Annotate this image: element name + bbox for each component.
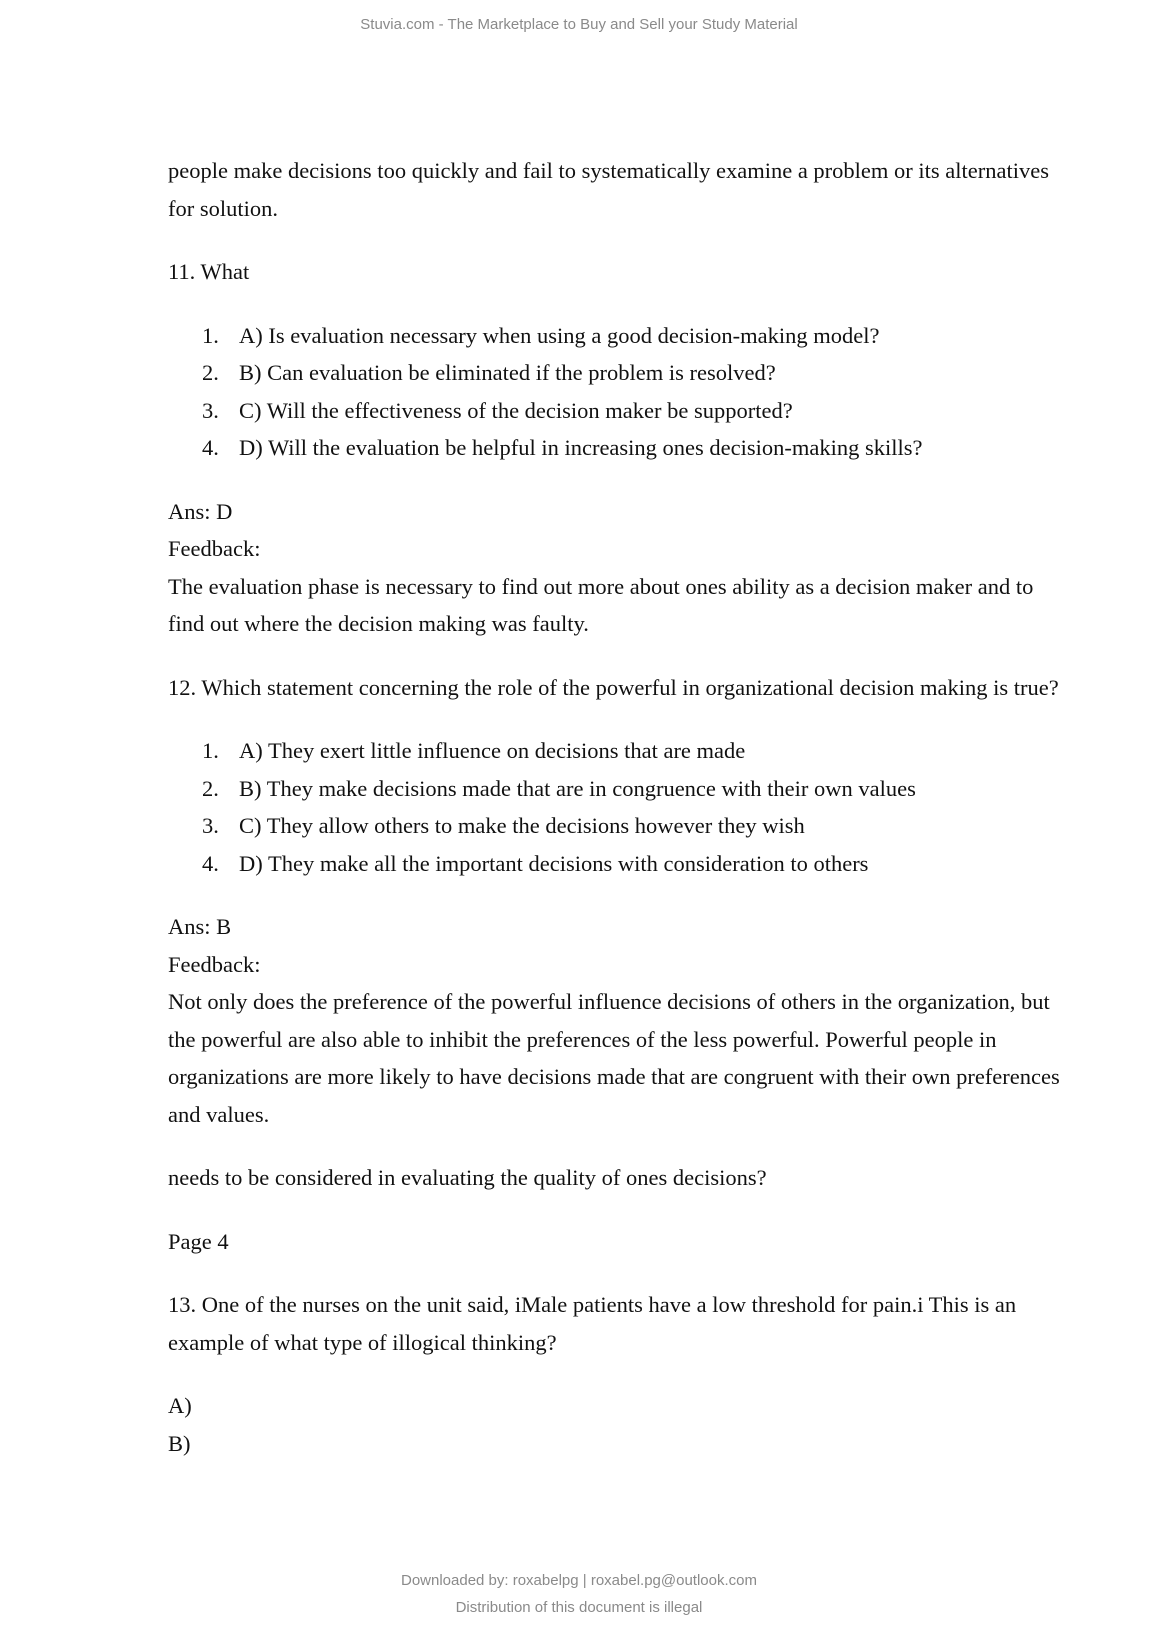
q12-title: 12. Which statement concerning the role of the powerful in organizational decision making is true? — [168, 674, 1059, 700]
q12-feedback-label: Feedback: — [168, 951, 261, 977]
page-header: Stuvia.com - The Marketplace to Buy and Sell your Study Material — [360, 16, 798, 33]
option-number: 4. — [202, 850, 219, 876]
q11-feedback: The evaluation phase is necessary to find out more about ones ability as a decision maker and to find out where the decision making was faulty. — [168, 573, 1034, 636]
footer-distribution: Distribution of this document is illegal — [455, 1599, 703, 1616]
option-text: D) They make all the important decisions with consideration to others — [239, 850, 869, 876]
q12-option — [168, 732, 1068, 770]
q11-option — [168, 429, 1068, 467]
footer-downloaded: Downloaded by: roxabelpg | roxabel.pg@outlook.com — [400, 1572, 757, 1589]
option-number: 1. — [202, 322, 219, 348]
q12-options — [168, 732, 1068, 882]
q11-option — [168, 317, 1068, 355]
q12-answer: Ans: B — [168, 914, 232, 939]
q12-feedback: Not only does the preference of the powerful influence decisions of others in the organization, but the powerful are also able to inhibit the preferences of the less powerful. Powerful people in organizations are more likely to have decisions made that are congruent with their own preferences and values. — [168, 989, 1060, 1127]
intro-paragraph: people make decisions too quickly and fail to systematically examine a problem or its alternatives for solution. — [168, 158, 1049, 221]
option-text: C) Will the effectiveness of the decision maker be supported? — [239, 397, 793, 423]
q11-options — [168, 317, 1068, 467]
document-body — [168, 152, 1068, 1462]
option-text: D) Will the evaluation be helpful in increasing ones decision-making skills? — [239, 435, 923, 460]
page-label: Page 4 — [168, 1228, 229, 1254]
q12-option — [168, 770, 1068, 808]
option-number: 3. — [202, 397, 219, 423]
q13-option: B) — [168, 1430, 191, 1456]
q11-option — [168, 392, 1068, 430]
option-text: A) Is evaluation necessary when using a good decision-making model? — [239, 322, 880, 348]
q11-answer: Ans: D — [168, 498, 233, 524]
option-number: 1. — [202, 738, 219, 763]
option-number: 3. — [202, 813, 219, 838]
q11-option — [168, 354, 1068, 392]
option-number: 2. — [202, 360, 219, 385]
q13-title: 13. One of the nurses on the unit said, iMale patients have a low threshold for pain.i This is an example of what type of illogical thinking? — [168, 1292, 1017, 1355]
q12-option — [168, 845, 1068, 883]
q11-title: 11. What — [168, 259, 250, 284]
option-text: B) Can evaluation be eliminated if the problem is resolved? — [239, 360, 776, 385]
option-text: A) They exert little influence on decisions that are made — [239, 738, 746, 763]
option-text: B) They make decisions made that are in congruence with their own values — [239, 775, 916, 801]
q12-option — [168, 807, 1068, 845]
option-number: 2. — [202, 775, 219, 801]
fragment-paragraph: needs to be considered in evaluating the quality of ones decisions? — [168, 1165, 767, 1190]
option-text: C) They allow others to make the decisions however they wish — [239, 813, 805, 838]
q11-feedback-label: Feedback: — [168, 536, 261, 561]
option-number: 4. — [202, 435, 219, 460]
q13-option: A) — [168, 1393, 192, 1418]
